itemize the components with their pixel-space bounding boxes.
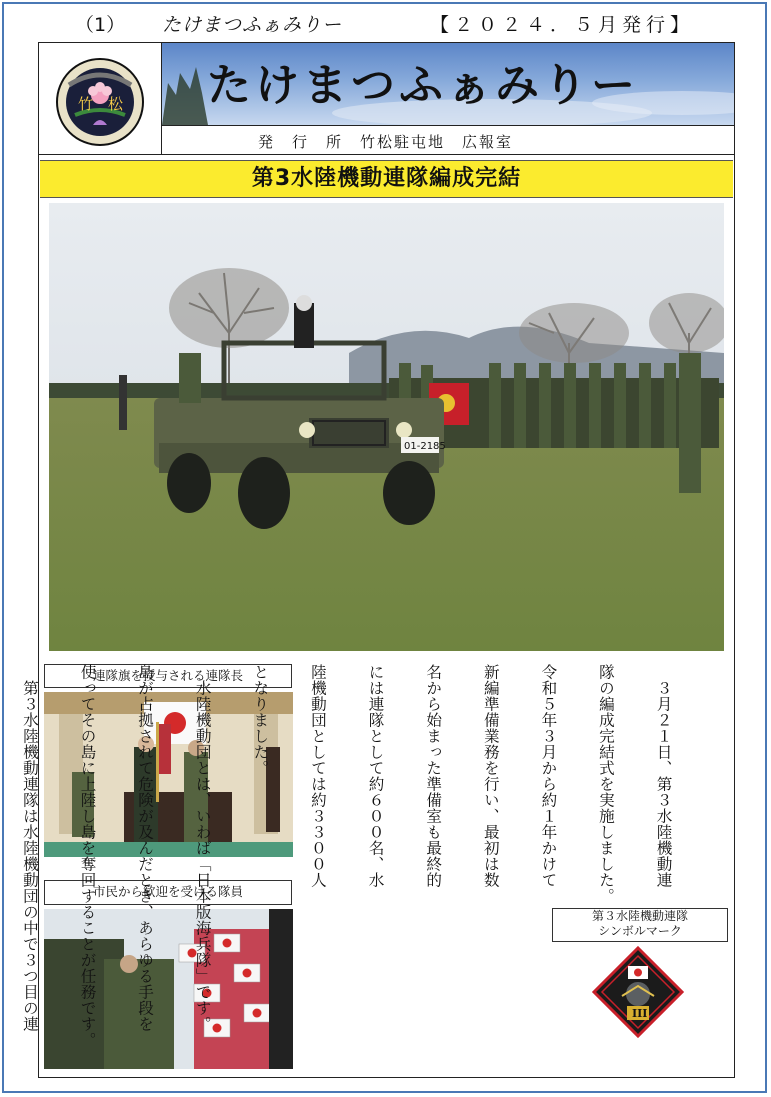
issue-date: 【２０２４．５月発行】 [430, 14, 695, 36]
main-photo-parade-review [49, 203, 724, 651]
masthead-banner [162, 43, 734, 125]
symbol-caption-line2: シンボルマーク [598, 924, 682, 938]
parade-scene [49, 203, 724, 651]
article-line: 隊の編成完結式を実施しました。 [596, 664, 615, 904]
header-newsletter-name: たけまつふぁみりー [162, 14, 343, 36]
article-line: には連隊として約６００名、水 [366, 664, 385, 888]
publisher-bar [162, 125, 734, 155]
masthead-title: たけまつふぁみりー [207, 60, 639, 111]
article-line: ３月２１日、第３水陸機動連 [654, 664, 673, 888]
regiment-emblem [592, 946, 684, 1038]
article-line: となりました。 [251, 664, 270, 776]
publisher-text: 発 行 所 竹松駐屯地 広報室 [258, 133, 514, 151]
article-line: 水陸機動団とは、いわば「日本版海兵隊」です。 [193, 664, 212, 1032]
headline-bar [40, 160, 733, 198]
logo-box [38, 42, 162, 155]
page-number: （1） [75, 14, 126, 36]
symbol-caption-line1: 第３水陸機動連隊 [591, 909, 688, 923]
article-line: 名から始まった準備室も最終的 [424, 664, 443, 888]
article-line: 島が占拠されて危険が及んだとき、あらゆる手段を [136, 664, 155, 1032]
camp-logo [55, 57, 145, 147]
emblem-numeral: III [632, 1007, 648, 1020]
article-line: 陸機動団としては約３３００人 [308, 664, 327, 888]
photo2-caption: 市民から歓迎を受ける隊員 [44, 880, 292, 905]
svg-text:竹: 竹 [78, 95, 94, 113]
running-header [0, 10, 771, 38]
headline-text: 第3水陸機動連隊編成完結 [251, 166, 522, 191]
photo1-caption: 連隊旗を授与される連隊長 [44, 664, 292, 688]
article-line: 使ってその島に上陸し島を奪回することが任務です。 [78, 664, 97, 1048]
vehicle-plate: 01-2185 [404, 441, 446, 452]
article-line: 新編準備業務を行い、最初は数 [481, 664, 500, 888]
svg-text:松: 松 [108, 95, 124, 113]
article-line: 令和５年３月から約１年かけて [539, 664, 558, 888]
article-line: 第３水陸機動連隊は水陸機動団の中で３つ目の連 [20, 664, 39, 1032]
symbol-caption [552, 908, 728, 942]
